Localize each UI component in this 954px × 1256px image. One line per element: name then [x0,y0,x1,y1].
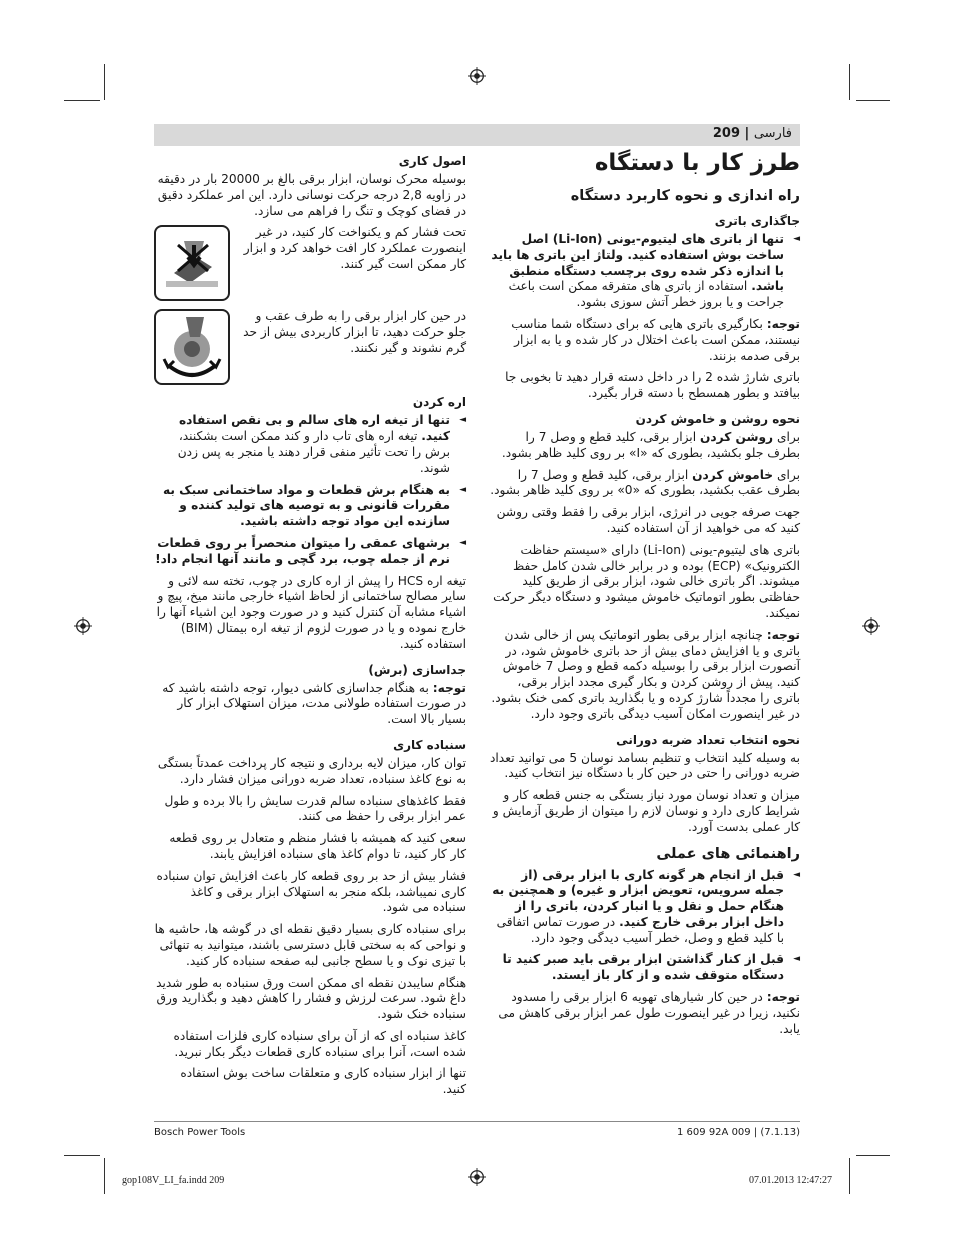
header-page-number: 209 [712,126,740,141]
footer-doc-number: 1 609 92A 009 | (7.1.13) [677,1127,800,1138]
slug-date: 07.01.2013 12:47:27 [748,1175,832,1186]
saw-heading: اره کردن [412,395,466,410]
footer-rule [154,1121,800,1122]
sanding-heading: سنباده کاری [393,737,466,752]
tips-bullet-2: ◄ قبل از کنار گذاشتن ابزار برقی باید صبر کنید تا دستگاه متوقف شده و از کار باز ایستد. [490,952,800,984]
battery-bullet: ◄ تنها از باتری های لیتیوم-یونی (Li-Ion) اصل ساخت بوش استفاده کنید. ولتاژ این باتری ها باید با اندازه ذکر شده روی برچسب دستگاه منطبق باشد. استفاده از باتری های متفرقه ممکن است باعث جراحت و یا بروز خطر آتش سوزی بشود. [490,232,800,311]
crop-mark [849,64,850,100]
principle-text: بوسیله محرک نوسان، ابزار برقی بالغ بر 20000 بار در دقیقه در زاویه 2,8 درجه حرکت نوسانی دارد. این امر عملکرد دقیق در فضای کوچک و تنگ را فراهم می سازد. [157,172,466,218]
tips-bullet-1: ◄ قبل از انجام هر گونه کاری با ابزار برقی (از جمله سرویس، تعویض ابزار و غیره) و همچنین به هنگام حمل و نقل و یا انبار کردن، باتری را از داخل ابزار برقی خارج کنید. در صورت تماس اتفاقی با کلید قطع و وصل، خطر آسیب دیدگی وجود دارد. [490,868,800,947]
note-2: توجه: چنانچه ابزار برقی بطور اتوماتیک پس از خالی شدن باتری و یا افزایش دمای بیش از حد باتری خاموش شود، در آنصورت ابزار برقی را بوسیله دکمه قطع و وصل 7 خاموش کنید. پیش از روشن کردن و بکار گیری مجدد ابزار برقی، باتری را مجدداً شارژ کرده و یا بگذارید باتری کمی خنک بشود. در غیر اینصورت امکان آسیب دیدگی باتری وجود دارد. [491,627,800,721]
crop-mark [64,1155,100,1156]
section-subtitle: راه اندازی و نحوه کاربرد دستگاه [570,188,800,204]
sanding-text-2: فقط کاغذهای سنباده سالم قدرت سایش را بالا برده و طول عمر ابزار برقی را حفظ می کنند. [164,793,466,824]
sanding-text-4: فشار بیش از حد بر روی قطعه کار باعث افزایش توان سنباده کاری نمیباشد، بلکه منجر به استهلاک ابزار برقی و کاغذ سنباده می شود. [156,868,466,915]
switch-off-text: برای خاموش کردن ابزار برقی، کلید قطع و وصل 7 را بطرف عقب بکشید، بطوری که «0» بر روی کلید ظاهر بشود. [490,467,800,498]
saw-hcs-text: تیغه اره HCS را پیش از اره کاری در چوب، تخته سه لائی و سایر مصالح ساختمانی از لحاظ اشیاء خارجی مانند میخ، پیچ و اشیاء مشابه آن کنترل کنید و در صورت وجود این اشیاء آنها را خارج نموده و یا در صورت لزوم از تیغه اره بیمتال (BIM) استفاده کنید. [156,573,466,651]
saw-bullet-2: ◄ به هنگام برش قطعات و مواد ساختمانی سبک به مقررات قانونی و به توصیه های تولید کننده و سازنده این مواد توجه داشته باشید. [154,483,466,530]
sanding-text-6: هنگام سایبدن نقطه ای ممکن است ورق سنباده به طور شدید داغ شود. سرعت لرزش و فشار را کاهش دهید و بگذارید ورق سنباده خنک شود. [156,975,466,1022]
icon-row-pressure [154,225,466,301]
joint-heading: جداسازی (برش) [368,662,466,677]
crop-mark [856,100,890,101]
footer-brand: Bosch Power Tools [154,1127,246,1138]
note-1: توجه: بکارگیری باتری هایی که برای دستگاه شما مناسب نیستند، ممکن است باعث اختلال در کار شده و یا به ابزار برقی صدمه بزنند. [511,316,800,363]
tips-heading: راهنمائی های عملی [656,845,800,862]
crop-mark [849,1158,850,1194]
saw-bullet-1: ◄ تنها از تیغه اره های سالم و بی نقص استفاده کنید. تیغه اره های تاب دار و کند ممکن است بشکنند، برش را تحت تأثیر منفی قرار دهند یا منجر به پس زدن شوند. [154,413,466,476]
crop-mark [64,100,100,101]
sanding-text-1: توان کار، میزان لایه برداری و نتیجه کار پرداخت عمدتاً بستگی به نوع کاغذ سنباده، تعداد ضربه دورانی میزان فشار دارد. [157,755,466,786]
battery-heading: جاگذاری باتری [714,214,800,228]
saw-bullet-3: ◄ برشهای عمقی را میتوان منحصراً بر روی قطعات نرم از جمله چوب، برد گچی و مانند آنها انجام داد! [154,536,466,568]
low-pressure-icon [154,225,230,301]
page-number: فارسی | 209 [712,126,792,141]
sanding-text-5: برای سنباده کاری بسیار دقیق نقطه ای در گوشه ها، حاشیه ها و نواحی که به سختی قابل دسترسی باشند، میتوانید به تنهائی با تیزی نوک و یا سطح جانبی لبه صفحه سنباده کار کنید. [154,922,466,968]
right-column [490,150,800,1043]
sanding-text-8: تنها از ابزار سنباده کاری و متعلقات ساخت بوش استفاده کنید. [180,1066,466,1097]
section-title: طرز کار با دستگاه [594,150,800,176]
principle-heading: اصول کاری [398,154,466,168]
onoff-heading: نحوه روشن و خاموش کردن [635,411,800,426]
icon1-text: تحت فشار کم و یکنواخت کار کنید، در غیر اینصورت عملکرد کار افت خواهد کرد و ابزار کار ممکن است گیر کنند. [243,225,466,271]
icon2-text: در حین کار ابزار برقی را به طرف عقب و جلو حرکت دهید، تا ابزار کاربردی بیش از حد گرم نشوند و گیر نکنند. [243,309,466,355]
registration-mark-icon [862,617,880,635]
crop-mark [856,1155,890,1156]
page-header-bar [154,124,800,146]
joint-note: توجه: به هنگام جداسازی کاشی دیوار، توجه داشته باشید که در صورت استفاده طولانی مدت، میزان استهلاک ابزار کار بسیار بالا است. [162,680,466,727]
save-energy-text: جهت صرفه جویی در انرژی، ابزار برقی را فقط وقتی روشن کنید که می خواهید از آن استفاده کنید. [496,505,800,535]
back-and-forth-icon [154,309,230,385]
ecp-text: باتری های لیتیوم-یونی (Li-Ion) دارای «سیستم حفاظت الکترونیک» (ECP) بوده و در برابر خالی شدن کامل حفظ میشوند. اگر باتری خالی شود، ابزار برقی از طریق کلید حفاظتی بطور اتوماتیک خاموش میشود و دستگاه دیگر حرکت نمیکند. [493,542,800,620]
battery-insert-text: باتری شارژ شده 2 را در داخل دسته قرار دهید تا بخوبی جا بیافتد و بطور همسطح با دسته قرار بگیرد. [505,370,800,401]
left-column [154,150,466,1104]
crop-mark [104,1158,105,1194]
speed-text-2: میزان و تعداد نوسان مورد نیاز بستگی به جنس قطعه کار و شرایط کاری دارد و نوسان لازم را میتوان از طریق آزمایش و کار عملی بدست آورد. [492,788,800,834]
slug-file: gop108V_LI_fa.indd 209 [122,1175,225,1186]
sanding-text-3: سعی کنید که همیشه با فشار منظم و متعادل بر روی قطعه کار کار کنید، تا دوام کاغذ های سنباده افزایش یابند. [169,831,466,861]
speed-heading: نحوه انتخاب تعداد ضربه دورانی [616,732,800,747]
header-language: فارسی [753,126,792,141]
registration-mark-icon [468,67,486,85]
crop-mark [104,64,105,100]
registration-mark-icon [468,1168,486,1186]
registration-mark-icon [74,617,92,635]
speed-text-1: به وسیله کلید انتخاب و تنظیم بسامد نوسان 5 می توانید تعداد ضربه دورانی را حتی در حین کار با دستگاه نیز انتخاب کنید. [489,750,800,781]
sanding-text-7: کاغذ سنباده ای که از آن برای سنباده کاری فلزات استفاده شده است، آنرا برای سنباده کاری قطعات دیگر بکار نبرید. [173,1028,466,1059]
note-3: توجه: در حین کار شیارهای تهویه 6 ابزار برقی را مسدود نکنید، زیرا در غیر اینصورت طول عمر ابزار برقی کاهش می یابد. [498,990,800,1036]
switch-on-text: برای روشن کردن ابزار برقی، کلید قطع و وصل 7 را بطرف جلو بکشید، بطوری که «I» بر روی کلید ظاهر بشود. [501,429,800,460]
icon-row-motion [154,309,466,385]
